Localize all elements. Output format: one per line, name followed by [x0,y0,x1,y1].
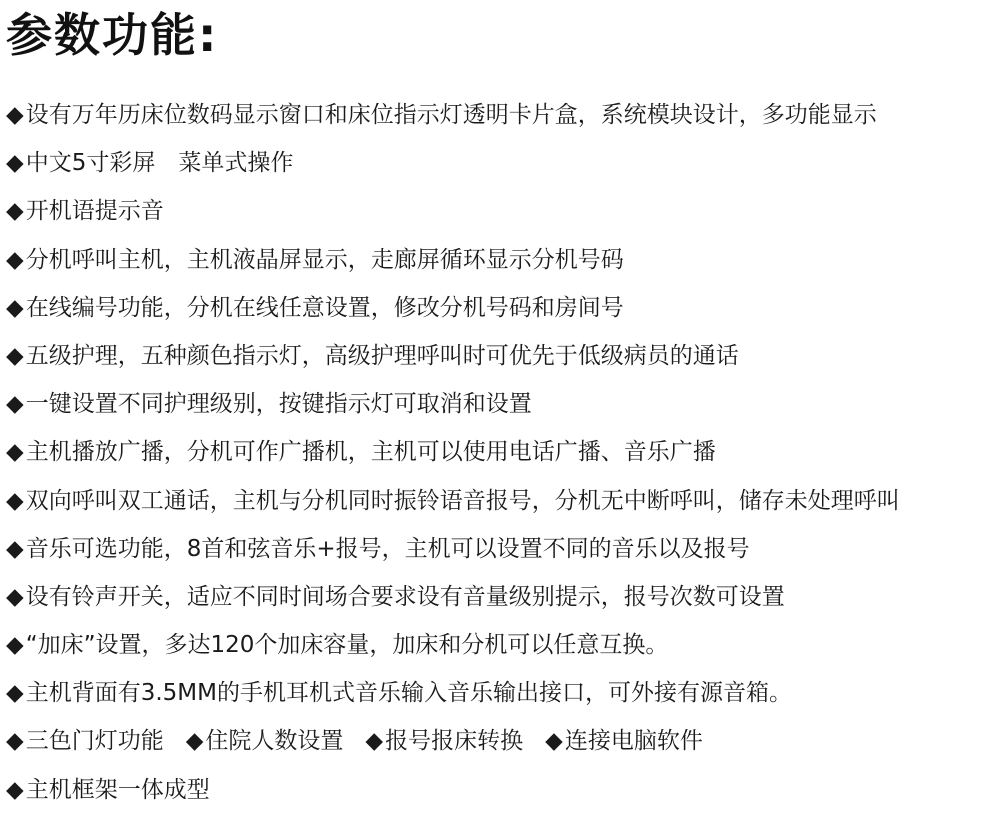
item-text: 设有铃声开关，适应不同时间场合要求设有音量级别提示，报号次数可设置 [25,583,785,610]
item-text: 一键设置不同护理级别，按键指示灯可取消和设置 [25,391,532,418]
item-text: 音乐可选功能，8首和弦音乐+报号，主机可以设置不同的音乐以及报号 [25,535,750,562]
diamond-bullet-icon: ◆ [6,246,24,273]
item-text: 主机框架一体成型 [25,776,210,803]
diamond-bullet-icon: ◆ [6,487,24,514]
diamond-bullet-icon: ◆ [6,391,24,418]
diamond-bullet-icon: ◆ [6,776,24,803]
list-item [6,532,900,580]
diamond-bullet-icon: ◆ [545,728,563,755]
item-text: “加床”设置，多达120个加床容量，加床和分机可以任意互换。 [25,632,669,659]
page-title: 参数功能: [6,8,219,62]
diamond-bullet-icon: ◆ [6,680,24,707]
item-text: 五级护理，五种颜色指示灯，高级护理呼叫时可优先于低级病员的通话 [25,342,739,369]
list-item [6,146,900,194]
item-text: 三色门灯功能 [25,728,164,755]
list-item [6,194,900,242]
item-text: 开机语提示音 [25,198,164,225]
list-item-multi [6,724,900,772]
list-item [6,98,900,146]
diamond-bullet-icon: ◆ [365,728,384,755]
list-item [6,339,900,387]
list-item [6,580,900,628]
item-text: 住院人数设置 [205,728,344,755]
list-item [6,435,900,483]
list-item [6,484,900,532]
list-item [6,291,900,339]
diamond-bullet-icon: ◆ [6,439,24,466]
diamond-bullet-icon: ◆ [6,728,24,755]
item-text: 分机呼叫主机，主机液晶屏显示，走廊屏循环显示分机号码 [25,246,624,273]
item-text: 主机背面有3.5MM的手机耳机式音乐输入音乐输出接口，可外接有源音箱。 [25,680,792,707]
list-item [6,676,900,724]
feature-list [6,98,900,821]
item-text: 在线编号功能，分机在线任意设置，修改分机号码和房间号 [25,294,624,321]
item-text: 主机播放广播，分机可作广播机，主机可以使用电话广播、音乐广播 [25,439,716,466]
diamond-bullet-icon: ◆ [6,198,24,225]
item-text: 报号报床转换 [385,728,524,755]
list-item [6,387,900,435]
list-item [6,628,900,676]
diamond-bullet-icon: ◆ [185,728,204,755]
diamond-bullet-icon: ◆ [6,535,24,562]
item-text: 中文5寸彩屏 菜单式操作 [25,150,294,177]
diamond-bullet-icon: ◆ [6,632,24,659]
diamond-bullet-icon: ◆ [6,342,24,369]
diamond-bullet-icon: ◆ [6,150,24,177]
diamond-bullet-icon: ◆ [6,583,24,610]
diamond-bullet-icon: ◆ [6,102,24,128]
item-text: 连接电脑软件 [564,728,703,755]
list-item [6,243,900,291]
list-item [6,773,900,821]
item-text: 双向呼叫双工通话，主机与分机同时振铃语音报号，分机无中断呼叫，储存未处理呼叫 [25,487,900,514]
diamond-bullet-icon: ◆ [6,294,24,321]
item-text: 设有万年历床位数码显示窗口和床位指示灯透明卡片盒，系统模块设计，多功能显示 [25,102,877,128]
